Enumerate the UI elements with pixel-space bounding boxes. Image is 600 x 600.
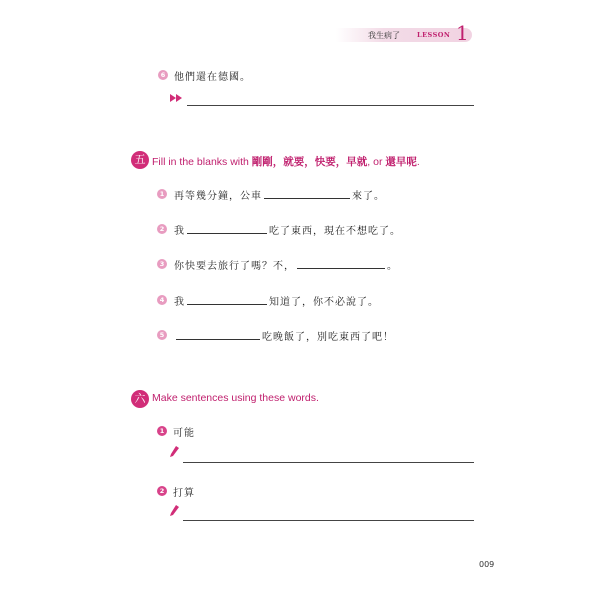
header-lesson-number: 1 xyxy=(456,21,469,45)
section-title xyxy=(152,154,420,169)
section-title-word: 就要 xyxy=(283,156,305,168)
section-badge: 五 xyxy=(131,151,149,169)
section-title-sep: , or xyxy=(367,156,386,168)
item-text-after: 。 xyxy=(387,261,398,272)
pencil-icon xyxy=(170,446,179,457)
blank-field[interactable] xyxy=(176,338,260,340)
section-title-word: 早就 xyxy=(346,156,368,168)
item-number: 1 xyxy=(157,189,167,199)
item-number: 5 xyxy=(157,330,167,340)
double-arrow-icon xyxy=(170,94,184,102)
item-text-before: 我 xyxy=(174,226,185,237)
section-badge: 六 xyxy=(131,390,149,408)
blank-field[interactable] xyxy=(264,197,350,199)
item-number: 2 xyxy=(157,486,167,496)
item-text-after: 吃了東西，現在不想吃了。 xyxy=(269,226,401,237)
item-word: 可能 xyxy=(173,428,195,439)
item-text-after: 吃晚飯了，別吃東西了吧！ xyxy=(262,332,394,343)
item-text xyxy=(174,328,394,343)
item-number: 3 xyxy=(157,259,167,269)
pencil-icon xyxy=(170,505,179,516)
section-title-word: 剛剛 xyxy=(251,156,273,168)
answer-line[interactable] xyxy=(183,520,474,521)
header-title: 我生病了 xyxy=(368,31,400,40)
blank-field[interactable] xyxy=(297,267,385,269)
blank-field[interactable] xyxy=(187,232,267,234)
answer-line[interactable] xyxy=(187,105,474,106)
item-number: 1 xyxy=(157,426,167,436)
answer-line[interactable] xyxy=(183,462,474,463)
item-text-before: 再等幾分鐘，公車 xyxy=(174,191,262,202)
item-text-after: 知道了，你不必說了。 xyxy=(269,297,379,308)
item-text xyxy=(174,187,385,202)
section-title-word: 快要 xyxy=(314,156,336,168)
section-title-word: 還早呢 xyxy=(385,156,417,168)
item-text: 他們還在德國。 xyxy=(174,72,251,83)
item-word: 打算 xyxy=(173,488,195,499)
section-title-sep: ， xyxy=(272,156,284,168)
item-number: 2 xyxy=(157,224,167,234)
item-text xyxy=(174,257,398,272)
item-text-after: 來了。 xyxy=(352,191,385,202)
header-tab xyxy=(336,28,472,42)
section-title: Make sentences using these words. xyxy=(152,392,319,404)
item-text-before: 我 xyxy=(174,297,185,308)
section-title-sep: ， xyxy=(335,156,347,168)
section-title-suffix: . xyxy=(416,156,420,168)
section-title-prefix: Fill in the blanks with xyxy=(152,156,252,168)
blank-field[interactable] xyxy=(187,303,267,305)
item-text xyxy=(174,222,401,237)
header-lesson-label: LESSON xyxy=(417,31,451,39)
item-number: 4 xyxy=(157,295,167,305)
page-number: 009 xyxy=(479,560,495,569)
section-title-sep: ， xyxy=(304,156,315,168)
item-number: 6 xyxy=(158,70,168,80)
item-text xyxy=(174,293,379,308)
item-text-before: 你快要去旅行了嗎？不， xyxy=(174,261,295,272)
